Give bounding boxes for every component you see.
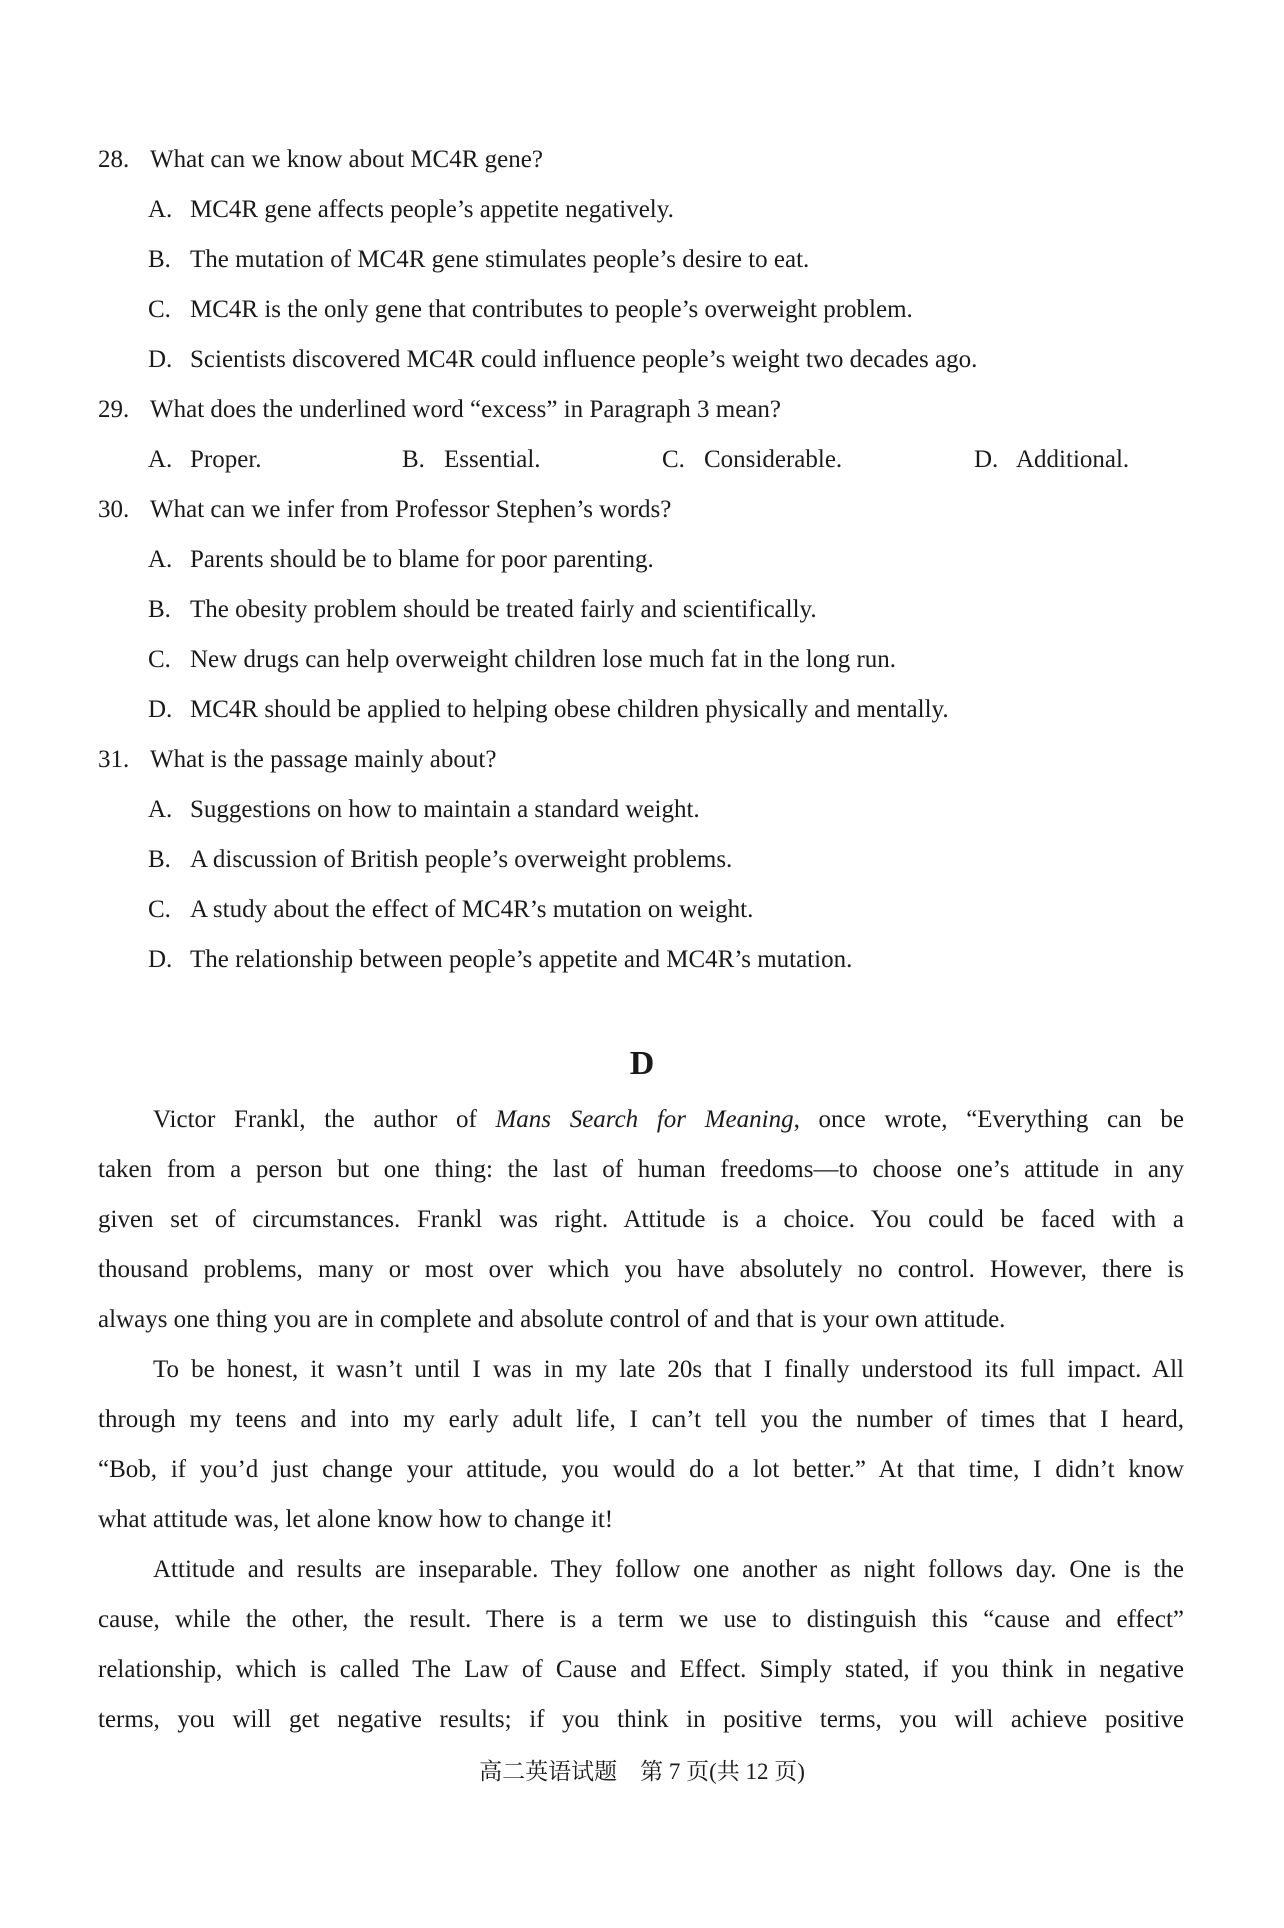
- question-stem: What does the underlined word “excess” in Paragraph 3 mean?: [150, 396, 782, 423]
- passage-p1-line-2: taken from a person but one thing: the last of human freedoms—to choose one’s attitude in any: [98, 1156, 1184, 1183]
- option-text: A discussion of British people’s overweight problems.: [190, 846, 733, 873]
- option-letter: B.: [402, 446, 425, 473]
- option-letter: B.: [148, 596, 171, 623]
- option-28-a: [148, 192, 1184, 228]
- book-title: Mans Search for Meaning: [495, 1106, 794, 1133]
- option-text: The relationship between people’s appetite and MC4R’s mutation.: [190, 946, 853, 973]
- option-letter: C.: [148, 646, 171, 673]
- option-29-d: [974, 442, 1129, 478]
- question-31: [98, 742, 1184, 778]
- option-letter: B.: [148, 246, 171, 273]
- option-letter: C.: [662, 446, 685, 473]
- option-28-d: [148, 342, 1184, 378]
- option-letter: D.: [974, 446, 999, 473]
- option-29-b: [402, 442, 541, 478]
- option-letter: C.: [148, 896, 171, 923]
- option-text: A study about the effect of MC4R’s mutation on weight.: [190, 896, 754, 923]
- option-31-d: [148, 942, 1184, 978]
- option-letter: A.: [148, 196, 173, 223]
- page-footer: 高二英语试题 第 7 页(共 12 页): [479, 1759, 805, 1784]
- passage-p1-line-5: always one thing you are in complete and absolute control of and that is your own attitude.: [98, 1306, 1006, 1333]
- option-letter: C.: [148, 296, 171, 323]
- option-letter: D.: [148, 946, 173, 973]
- passage-p3-line-4: terms, you will get negative results; if you think in positive terms, you will achieve positive: [98, 1706, 1184, 1733]
- question-number: 30.: [98, 496, 130, 523]
- question-29: [98, 392, 1184, 428]
- option-letter: A.: [148, 546, 173, 573]
- passage-p3-line-1: Attitude and results are inseparable. They follow one another as night follows day. One is the: [153, 1556, 1184, 1583]
- question-30: [98, 492, 1184, 528]
- option-letter: B.: [148, 846, 171, 873]
- section-heading: D: [629, 1045, 655, 1082]
- option-text: Suggestions on how to maintain a standard weight.: [190, 796, 700, 823]
- passage-p3-line-3: relationship, which is called The Law of Cause and Effect. Simply stated, if you think in negative: [98, 1656, 1184, 1683]
- option-30-b: [148, 592, 1184, 628]
- option-text: Additional.: [1016, 446, 1130, 473]
- passage-p3-line-2: cause, while the other, the result. There is a term we use to distinguish this “cause and effect”: [98, 1606, 1184, 1633]
- option-31-b: [148, 842, 1184, 878]
- passage-p1-line-3: given set of circumstances. Frankl was right. Attitude is a choice. You could be faced with a: [98, 1206, 1184, 1233]
- option-text: MC4R should be applied to helping obese children physically and mentally.: [190, 696, 949, 723]
- passage-p2-line-3: “Bob, if you’d just change your attitude, you would do a lot better.” At that time, I didn’t know: [98, 1456, 1184, 1483]
- option-letter: D.: [148, 346, 173, 373]
- option-letter: A.: [148, 796, 173, 823]
- question-number: 31.: [98, 746, 130, 773]
- option-text: Parents should be to blame for poor parenting.: [190, 546, 654, 573]
- option-text: The obesity problem should be treated fairly and scientifically.: [190, 596, 817, 623]
- question-stem: What is the passage mainly about?: [150, 746, 497, 773]
- question-stem: What can we infer from Professor Stephen’s words?: [150, 496, 672, 523]
- option-text: New drugs can help overweight children lose much fat in the long run.: [190, 646, 897, 673]
- option-letter: A.: [148, 446, 173, 473]
- question-stem: What can we know about MC4R gene?: [150, 146, 543, 173]
- question-28: [98, 142, 1184, 178]
- option-31-c: [148, 892, 1184, 928]
- passage-p2-line-2: through my teens and into my early adult life, I can’t tell you the number of times that I heard,: [98, 1406, 1184, 1433]
- passage-text: , once wrote, “Everything can be: [793, 1106, 1185, 1133]
- option-28-c: [148, 292, 1184, 328]
- option-text: Scientists discovered MC4R could influence people’s weight two decades ago.: [190, 346, 978, 373]
- passage-p1-line-1: [153, 1102, 1184, 1138]
- option-30-c: [148, 642, 1184, 678]
- passage-text: Victor Frankl, the author of: [153, 1106, 496, 1133]
- question-number: 28.: [98, 146, 130, 173]
- option-30-d: [148, 692, 1184, 728]
- passage-p2-line-4: what attitude was, let alone know how to change it!: [98, 1506, 614, 1533]
- option-29-a: [148, 442, 262, 478]
- option-text: MC4R gene affects people’s appetite negatively.: [190, 196, 674, 223]
- option-text: The mutation of MC4R gene stimulates people’s desire to eat.: [190, 246, 810, 273]
- option-text: Considerable.: [704, 446, 843, 473]
- option-31-a: [148, 792, 1184, 828]
- question-number: 29.: [98, 396, 130, 423]
- option-30-a: [148, 542, 1184, 578]
- option-29-c: [662, 442, 842, 478]
- option-text: MC4R is the only gene that contributes to people’s overweight problem.: [190, 296, 913, 323]
- option-text: Proper.: [190, 446, 262, 473]
- option-text: Essential.: [444, 446, 541, 473]
- option-letter: D.: [148, 696, 173, 723]
- passage-p1-line-4: thousand problems, many or most over which you have absolutely no control. However, there is: [98, 1256, 1184, 1283]
- option-28-b: [148, 242, 1184, 278]
- passage-p2-line-1: To be honest, it wasn’t until I was in my late 20s that I finally understood its full impact. All: [153, 1356, 1184, 1383]
